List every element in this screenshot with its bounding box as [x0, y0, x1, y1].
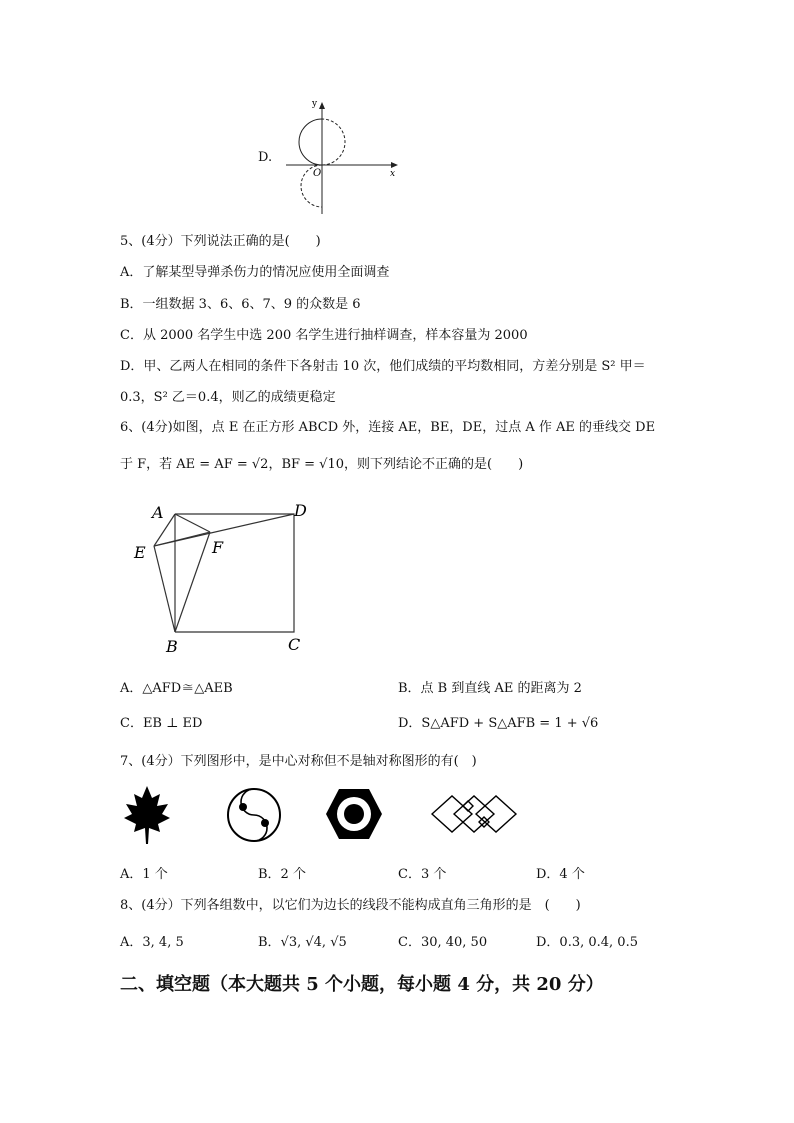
q7-option-c: C．3 个: [398, 867, 447, 882]
q6-label-a: A: [152, 503, 164, 522]
q5-option-b: B．一组数据 3、6、6、7、9 的众数是 6: [120, 297, 361, 312]
q7-stem: 7、(4分）下列图形中，是中心对称但不是轴对称图形的有( ): [120, 754, 477, 769]
q6-label-d: D: [294, 501, 307, 520]
section-title: 二、填空题（本大题共 5 个小题，每小题 4 分，共 20 分）: [120, 974, 604, 995]
q5-option-c: C．从 2000 名学生中选 200 名学生进行抽样调查，样本容量为 2000: [120, 328, 528, 343]
q7-option-b: B．2 个: [258, 867, 306, 882]
q6-stem-line1: 6、(4分)如图，点 E 在正方形 ABCD 外，连接 AE，BE，DE，过点 A 作 AE 的垂线交 DE: [120, 420, 656, 435]
q7-option-a: A．1 个: [120, 867, 168, 882]
q5-option-d: D．甲、乙两人在相同的条件下各射击 10 次，他们成绩的平均数相同，方差分别是 S² 甲＝: [120, 359, 646, 374]
q6-option-a: A．△AFD≅△AEB: [120, 681, 233, 696]
q4-option-d-label: D.: [258, 150, 273, 165]
q4-x-label: x: [390, 169, 396, 179]
q6-label-f: F: [212, 538, 224, 557]
q8-stem: 8、(4分）下列各组数中，以它们为边长的线段不能构成直角三角形的是 ( ): [120, 898, 581, 913]
q5-stem: 5、(4分）下列说法正确的是( ): [120, 234, 321, 249]
q6-option-b: B．点 B 到直线 AE 的距离为 2: [398, 681, 582, 696]
q6-figure: [128, 498, 328, 660]
q6-option-d: D．S△AFD + S△AFB = 1 + √6: [398, 716, 599, 731]
q6-option-c: C．EB ⊥ ED: [120, 716, 203, 731]
q8-option-c: C．30, 40, 50: [398, 935, 488, 950]
maple-leaf-icon: [122, 784, 172, 846]
q8-option-b: B．√3, √4, √5: [258, 935, 347, 950]
q6-stem-line2: 于 F，若 AE = AF = √2，BF = √10，则下列结论不正确的是( ): [120, 457, 524, 472]
q8-option-d: D．0.3, 0.4, 0.5: [536, 935, 638, 950]
q4-y-label: y: [312, 99, 318, 109]
yin-yang-icon: [226, 787, 282, 843]
q6-label-c: C: [288, 635, 301, 654]
q4-origin-label: O: [313, 168, 322, 179]
q5-option-d-cont: 0.3，S² 乙＝0.4，则乙的成绩更稳定: [120, 390, 336, 405]
q6-label-e: E: [134, 543, 146, 562]
hex-nut-icon: [324, 786, 384, 842]
q8-option-a: A．3, 4, 5: [120, 935, 184, 950]
q4-graph: [282, 96, 402, 218]
interlocking-diamonds-icon: [428, 792, 524, 836]
q5-option-a: A．了解某型导弹杀伤力的情况应使用全面调查: [120, 265, 390, 280]
q6-label-b: B: [166, 637, 178, 656]
q7-option-d: D．4 个: [536, 867, 585, 882]
